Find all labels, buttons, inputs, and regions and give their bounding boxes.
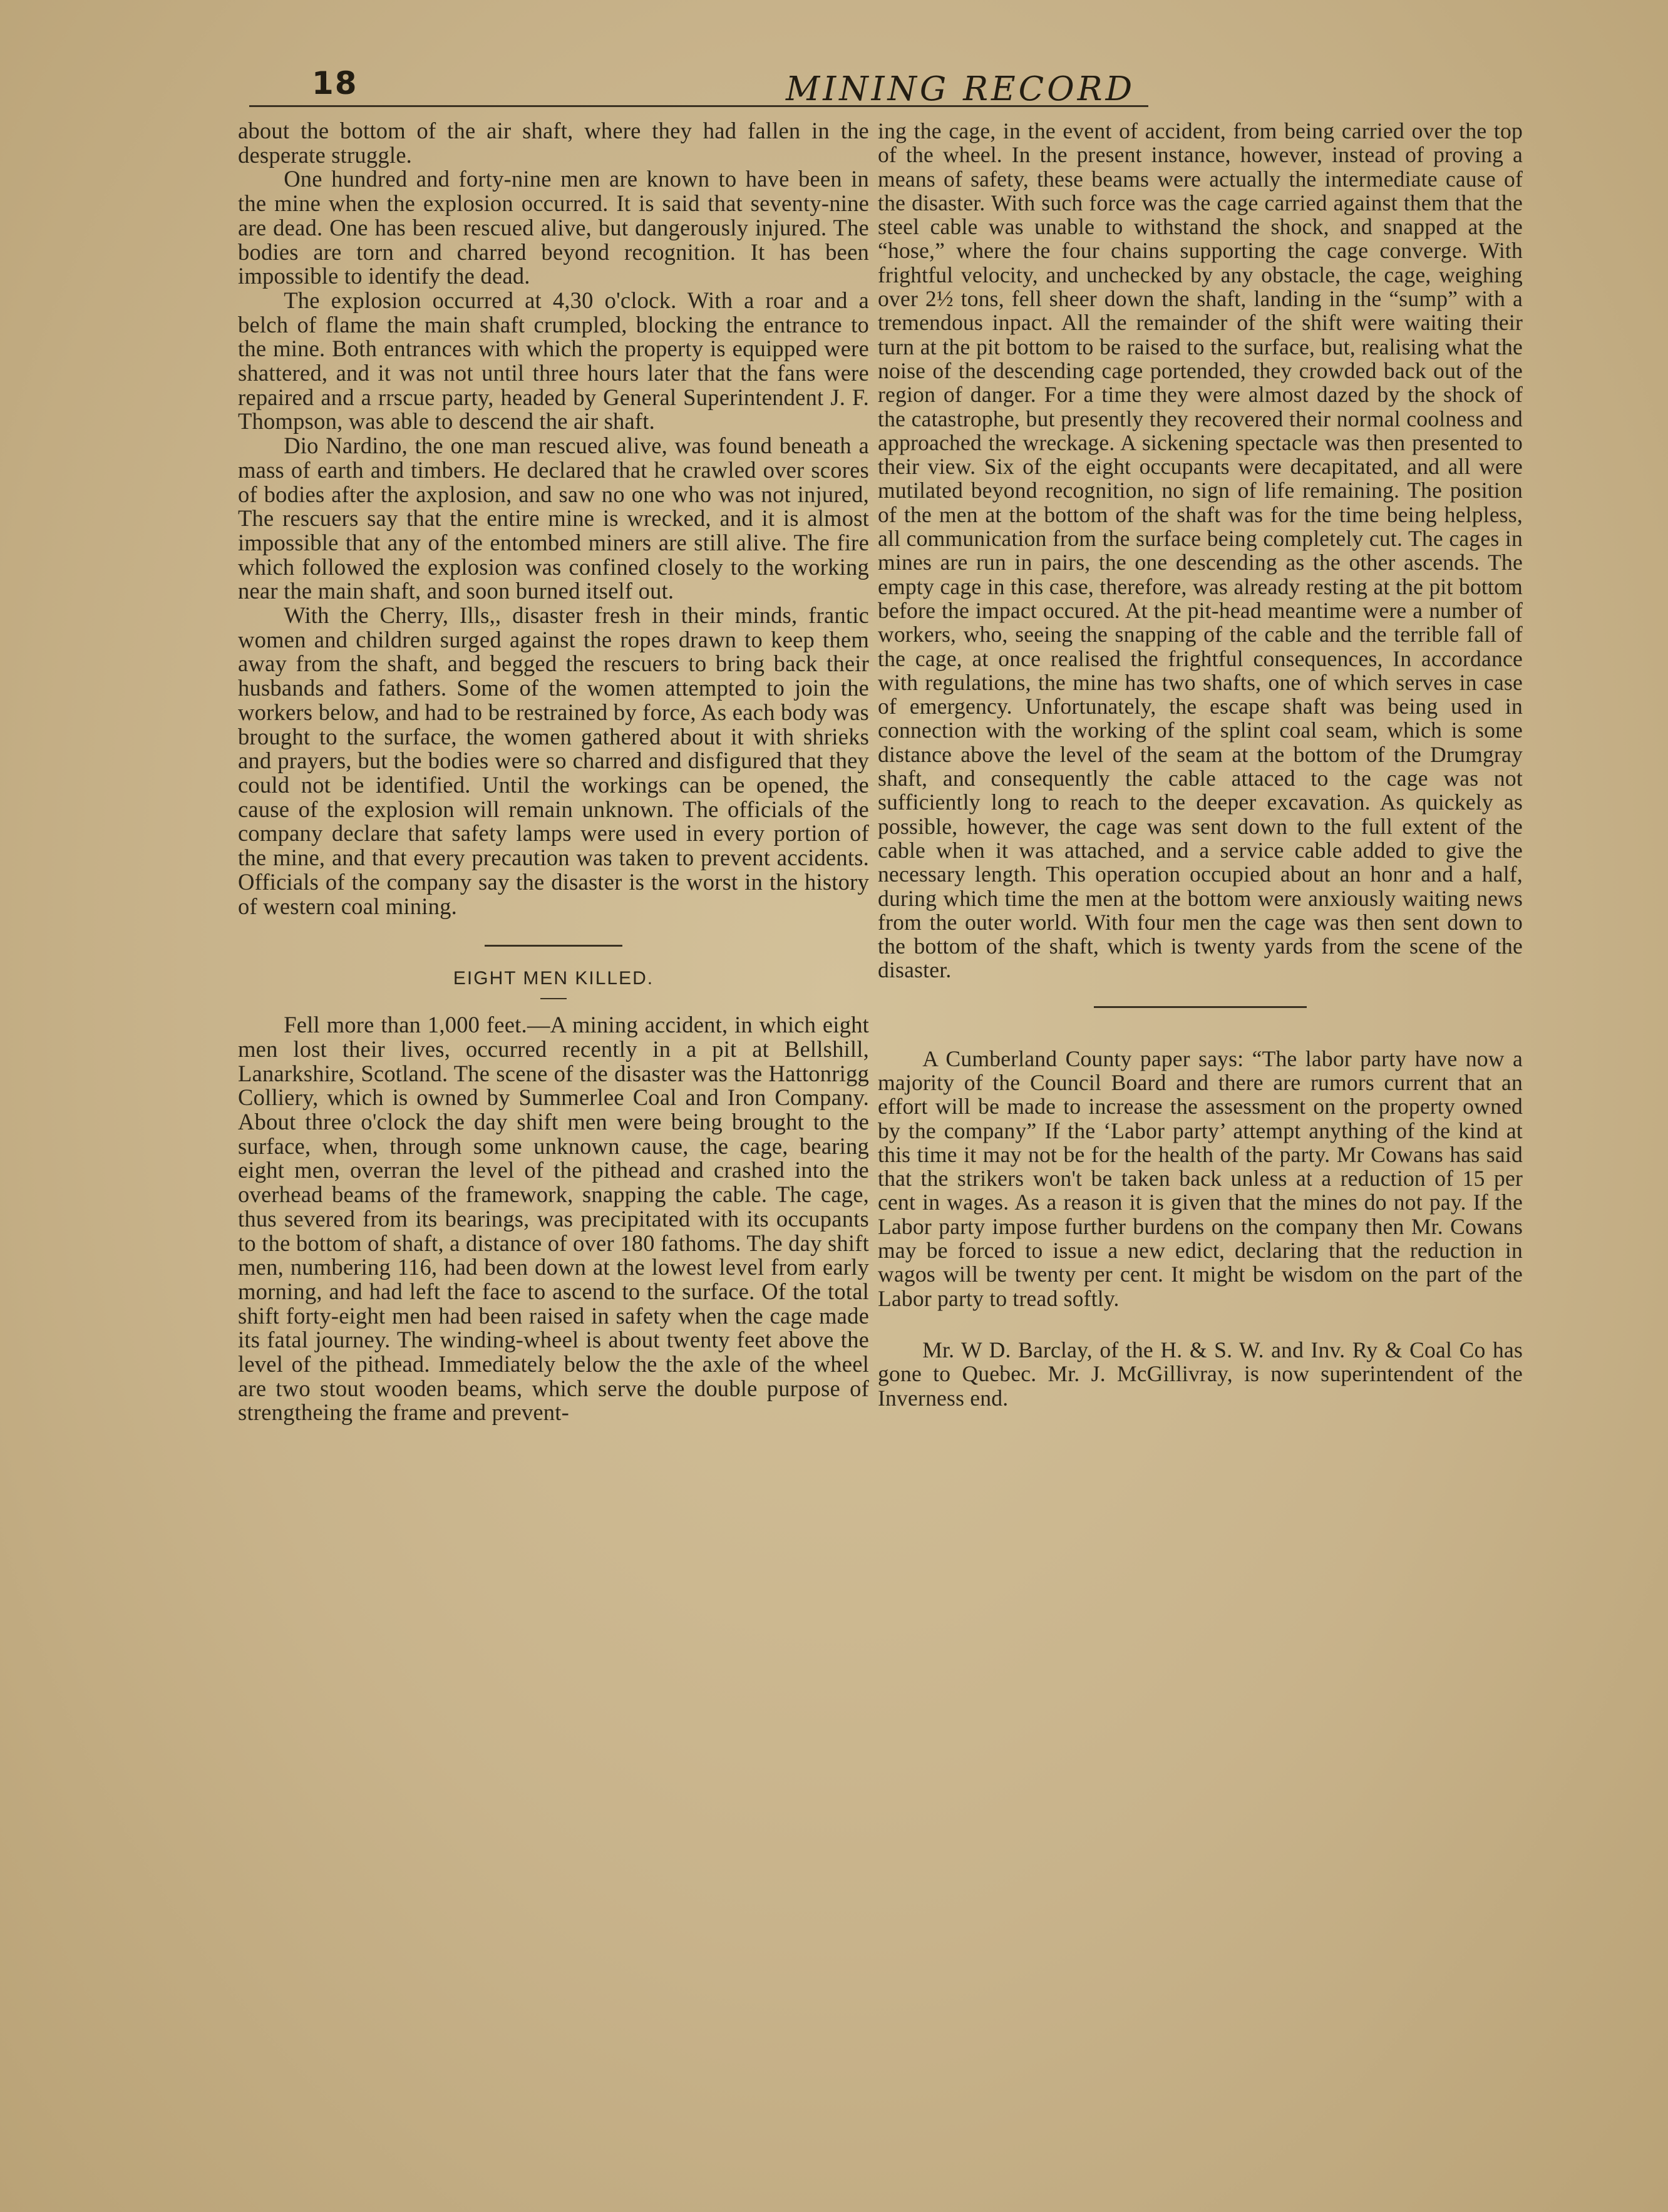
right-column — [878, 119, 1523, 1410]
journal-title: MINING RECORD — [786, 70, 1136, 108]
heading-dash — [540, 998, 567, 999]
section-divider — [1094, 1006, 1307, 1008]
left-column — [238, 119, 869, 1425]
section-divider — [485, 945, 622, 947]
article-paragraph: Dio Nardino, the one man rescued alive, was found beneath a mass of earth and timbers. He declared that he crawled over scores of bodies after the axplosion, and saw no one who was not injured, The rescuers say that the entire mine is wrecked, and it is almost impossible that any of the entombed miners are still alive. The fire which followed the explosion was confined closely to the working near the main shaft, and soon burned itself out. — [238, 433, 869, 604]
article-paragraph: Fell more than 1,000 feet.—A mining accident, in which eight men lost their lives, occurred recently in a pit at Bellshill, Lanarkshire, Scotland. The scene of the disaster was the Hattonrigg Colliery, which is owned by Summerlee Coal and Iron Company. About three o'clock the day shift men were being brought to the surface, when, through some unknown cause, the cage, bearing eight men, overran the level of the pithead and crashed into the overhead beams of the framework, snapping the cable. The cage, thus severed from its bearings, was precipitated with its occupants to the bottom of shaft, a distance of over 180 fathoms. The day shift men, numbering 116, had been down at the lowest level from early morning, and had left the face to ascend to the surface. Of the total shift forty-eight men had been raised in safety when the cage made its fatal journey. The winding-wheel is about twenty feet above the level of the pithead. Immediately below the the axle of the wheel are two stout wooden beams, which serve the double purpose of strengtheing the frame and prevent- — [238, 1012, 869, 1426]
news-note: A Cumberland County paper says: “The labor party have now a majority of the Council Board and there are rumors current that an effort will be made to increase the assessment on the property owned by the company” If the ‘Labor party’ attempt anything of the kind at this time it may not be for the health of the party. Mr Cowans has said that the strikers won't be taken back unless at a reduction of 15 per cent in wages. As a reason it is given that the mines do not pay. If the Labor party impose further burdens on the company then Mr. Cowans may be forced to issue a new edict, declaring that the reduction in wagos will be twenty per cent. It might be wisdom on the part of the Labor party to tread softly. — [878, 1046, 1523, 1311]
article-paragraph: With the Cherry, Ills,, disaster fresh in their minds, frantic women and children surged against the ropes drawn to keep them away from the shaft, and begged the rescuers to bring back their husbands and fathers. Some of the women attempted to join the workers below, and had to be restrained by force, As each body was brought to the surface, the women gathered about it with shrieks and prayers, but the bodies were so charred and disfigured that they could not be identified. Until the workings can be opened, the cause of the explosion will remain unknown. The officials of the company declare that safety lamps were used in every portion of the mine, and that every precaution was taken to prevent accidents. Officials of the company say the disaster is the worst in the history of western coal mining. — [238, 602, 869, 919]
note-spacer — [878, 1310, 1523, 1338]
news-note: Mr. W D. Barclay, of the H. & S. W. and Inv. Ry & Coal Co has gone to Quebec. Mr. J. McGillivray, is now superintendent of the Inverness end. — [878, 1337, 1523, 1411]
article-paragraph: One hundred and forty-nine men are known to have been in the mine when the explosion occurred. It is said that seventy-nine are dead. One has been rescued alive, but dangerously injured. The bodies are torn and charred beyond recognition. It has been impossible to identify the dead. — [238, 166, 869, 289]
article-paragraph: The explosion occurred at 4,30 o'clock. With a roar and a belch of flame the main shaft crumpled, blocking the entrance to the mine. Both entrances with which the property is equipped were shattered, and it was not until three hours later that the fans were repaired and a rrscue party, headed by General Superintendent J. F. Thompson, was able to descend the air shaft. — [238, 287, 869, 435]
section-heading: EIGHT MEN KILLED. — [453, 968, 654, 989]
article-paragraph: ing the cage, in the event of accident, from being carried over the top of the wheel. In the present instance, however, instead of proving a means of safety, these beams were actually the intermediate cause of the disaster. With such force was the cage carried against them that the steel cable was unable to withstand the shock, and snapped at the “hose,” where the four chains supporting the cage converge. With frightful velocity, and unchecked by any obstacle, the cage, weighing over 2½ tons, fell sheer down the shaft, landing in the “sump” with a tremendous inpact. All the remainder of the shift were waiting their turn at the pit bottom to be raised to the surface, but, realising what the noise of the descending cage portended, they crowded back out of the region of danger. For a time they were almost dazed by the shock of the catastrophe, but presently they recovered their normal coolness and approached the wreckage. A sickening spectacle was then presented to their view. Six of the eight occupants were decapitated, and all were mutilated beyond recognition, no sign of life remaining. The position of the men at the bottom of the shaft was for the time being helpless, all communication from the surface being completely cut. The cages in mines are run in pairs, the one descending as the other ascends. The empty cage in this case, therefore, was already resting at the pit bottom before the impact occured. At the pit-head meantime were a number of workers, who, seeing the snapping of the cable and the terrible fall of the cage, at once realised the frightful consequences, In accordance with regulations, the mine has two shafts, one of which serves in case of emergency. Unfortunately, the escape shaft was being used in connection with the working of the splint coal seam, which is some distance above the level of the seam at the bottom of the Drumgray shaft, and consequently the cable attaced to the cage was not sufficiently long to reach to the deeper excavation. As quickely as possible, however, the cage was sent down to the full extent of the cable when it was attached, and a service cable added to give the necessary length. This operation occupied about an honr and a half, during which time the men at the bottom were anxiously waiting news from the outer world. With four men the cage was then sent down to the bottom of the shaft, which is twenty yards from the scene of the disaster. — [878, 118, 1523, 983]
header-rule-left — [249, 105, 748, 107]
article-paragraph: about the bottom of the air shaft, where they had fallen in the desperate struggle. — [238, 118, 869, 168]
page-number: 18 — [312, 65, 358, 101]
